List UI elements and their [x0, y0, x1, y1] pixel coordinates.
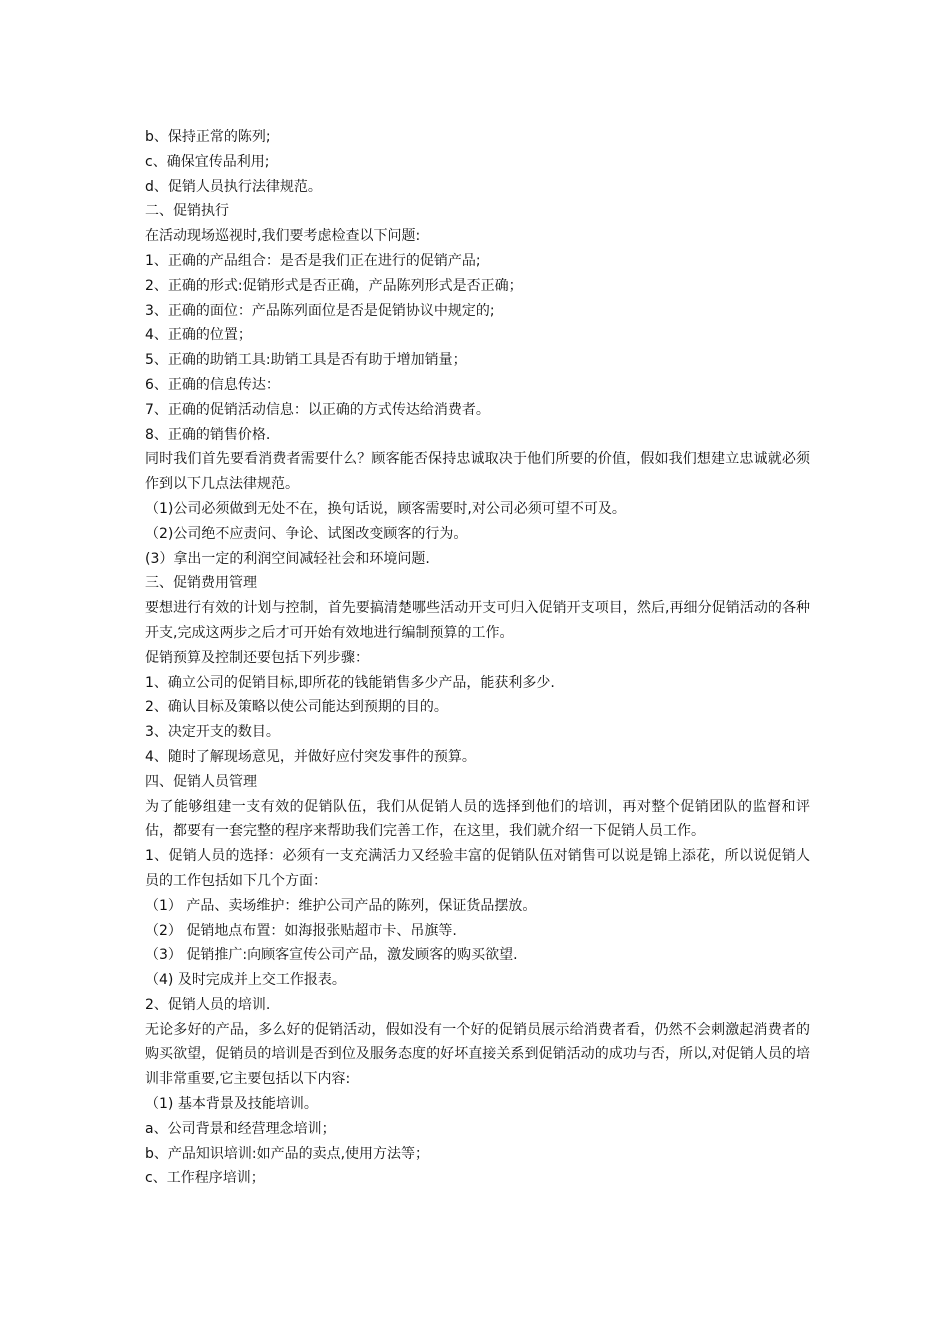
list-item: c、工作程序培训； — [145, 1170, 265, 1187]
list-item: 2、促销人员的培训. — [145, 996, 271, 1013]
list-item: 3、正确的面位：产品陈列面位是否是促销协议中规定的; — [145, 302, 495, 319]
paragraph: 促销预算及控制还要包括下列步骤： — [145, 649, 369, 666]
list-item: 1、确立公司的促销目标,即所花的钱能销售多少产品，能获利多少. — [145, 674, 555, 691]
list-item: 1、正确的产品组合：是否是我们正在进行的促销产品; — [145, 252, 481, 269]
paragraph: 同时我们首先要看消费者需要什么？顾客能否保持忠诚取决于他们所要的价值，假如我们想建立忠诚就必须作到以下几点法律规范。 — [145, 451, 810, 493]
list-item: 3、决定开支的数目。 — [145, 724, 280, 741]
paragraph: 在活动现场巡视时,我们要考虑检查以下问题: — [145, 228, 421, 245]
list-item: 8、正确的销售价格. — [145, 426, 271, 443]
list-item: a、公司背景和经营理念培训； — [145, 1120, 336, 1137]
list-item: （2)公司绝不应责问、争论、试图改变顾客的行为。 — [145, 525, 468, 542]
list-item: （1) 基本背景及技能培训。 — [145, 1096, 318, 1113]
list-item: （4) 及时完成并上交工作报表。 — [145, 972, 346, 989]
list-item: (3）拿出一定的利润空间减轻社会和环境问题. — [145, 550, 430, 567]
paragraph: 要想进行有效的计划与控制，首先要搞清楚哪些活动开支可归入促销开支项目，然后,再细分促销活动的各种开支,完成这两步之后才可开始有效地进行编制预算的工作。 — [145, 600, 810, 641]
list-item: d、促销人员执行法律规范。 — [145, 178, 322, 195]
list-item: c、确保宜传品利用; — [145, 153, 270, 170]
list-item: 4、正确的位置； — [145, 327, 252, 344]
section-heading: 三、促销费用管理 — [145, 575, 257, 592]
section-heading: 四、促销人员管理 — [145, 773, 257, 790]
list-item: b、产品知识培训:如产品的卖点,使用方法等； — [145, 1145, 430, 1162]
list-item: （3） 促销推广:向顾客宣传公司产品，激发顾客的购买欲望. — [145, 947, 518, 964]
list-item: 2、正确的形式:促销形式是否正确，产品陈列形式是否正确； — [145, 277, 523, 294]
section-heading: 二、促销执行 — [145, 203, 229, 220]
list-item: 6、正确的信息传达： — [145, 376, 280, 393]
list-item: （1） 产品、卖场维护：维护公司产品的陈列，保证货品摆放。 — [145, 897, 537, 914]
list-item: 7、正确的促销活动信息：以正确的方式传达给消费者。 — [145, 401, 490, 418]
list-item: （1)公司必须做到无处不在，换句话说，顾客需要时,对公司必须可望不可及。 — [145, 500, 626, 517]
paragraph: 1、促销人员的选择：必须有一支充满活力又经验丰富的促销队伍对销售可以说是锦上添花，所以说促销人员的工作包括如下几个方面： — [145, 848, 810, 889]
list-item: b、保持正常的陈列; — [145, 129, 271, 145]
list-item: 4、随时了解现场意见，并做好应付突发事件的预算。 — [145, 748, 476, 765]
paragraph: 为了能够组建一支有效的促销队伍，我们从促销人员的选择到他们的培训，再对整个促销团队的监督和评估，都要有一套完整的程序来帮助我们完善工作，在这里，我们就介绍一下促销人员工作。 — [145, 798, 810, 840]
paragraph: 无论多好的产品，多么好的促销活动，假如没有一个好的促销员展示给消费者看，仍然不会刺激起消费者的购买欲望，促销员的培训是否到位及服务态度的好坏直接关系到促销活动的成功与否，所以,对促销人员的培训非常重要,它主要包括以下内容: — [145, 1021, 810, 1088]
list-item: （2） 促销地点布置：如海报张贴超市卡、吊旗等. — [145, 922, 457, 939]
list-item: 5、正确的助销工具:助销工具是否有助于增加销量； — [145, 352, 467, 369]
document-body — [145, 125, 810, 1191]
list-item: 2、确认目标及策略以使公司能达到预期的目的。 — [145, 699, 448, 716]
